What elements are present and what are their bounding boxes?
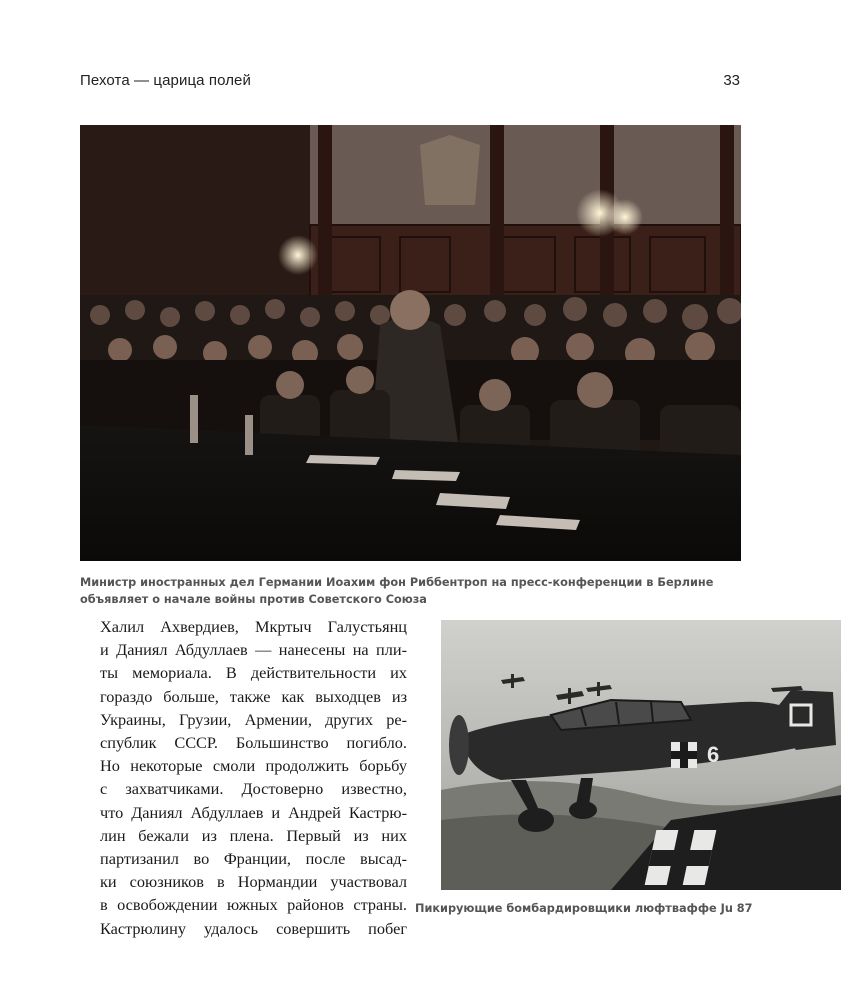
main-photo-caption (80, 574, 750, 608)
body-line: Кастрюлину удалось совершить побег (100, 918, 407, 938)
body-line: лин бежали из плена. Первый из них (100, 825, 407, 845)
body-line: что Даниял Абдуллаев и Андрей Кастрю- (100, 802, 407, 822)
body-text (100, 615, 407, 940)
press-conference-photo (80, 125, 741, 561)
plane-tail-number: 6 (707, 742, 720, 767)
body-line: с захватчиками. Достоверно известно, (100, 779, 407, 799)
main-caption-line-1: Министр иностранных дел Германии Иоахим фон Риббентроп на пресс-конференции в Берлине (80, 576, 714, 589)
body-line: и Даниял Абдуллаев — нанесены на пли- (100, 640, 407, 660)
planes-photo-caption: Пикирующие бомбардировщики люфтваффе Ju 87 (415, 902, 753, 915)
body-line: Халил Ахвердиев, Мкртыч Галустьянц (100, 617, 407, 636)
body-line: партизанил во Франции, после высад- (100, 849, 407, 869)
body-line: Украины, Грузии, Армении, других ре- (100, 709, 407, 729)
press-conference-illustration (80, 125, 741, 561)
dive-bombers-illustration (441, 620, 841, 890)
body-line: в освобождении южных районов страны. (100, 895, 407, 915)
body-line: спублик СССР. Большинство погибло. (100, 733, 407, 753)
body-line: Но некоторые смоли продолжить борьбу (100, 756, 407, 776)
body-line: ки союзников в Нормандии участвовал (100, 872, 407, 892)
running-head: Пехота — царица полей (80, 72, 251, 89)
body-line: гораздо больше, также как выходцев из (100, 686, 407, 706)
body-line: ты мемориала. В действительности их (100, 663, 407, 683)
page-number: 33 (723, 72, 740, 89)
dive-bombers-photo (441, 620, 841, 890)
main-caption-line-2: объявляет о начале войны против Советского Союза (80, 593, 427, 606)
